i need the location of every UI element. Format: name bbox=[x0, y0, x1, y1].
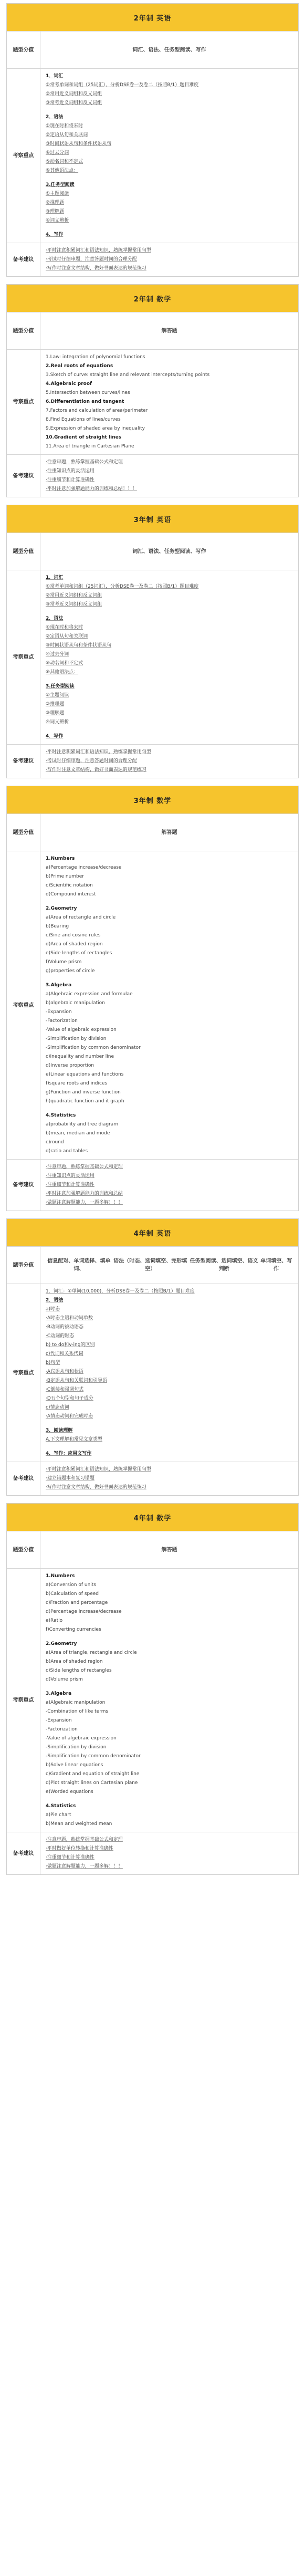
points-label: 考察重点 bbox=[7, 1284, 40, 1462]
type-label: 题型分值 bbox=[7, 1247, 40, 1284]
list-item: ④词义辨析 bbox=[46, 218, 69, 223]
points-list bbox=[40, 1569, 298, 1832]
advice-list bbox=[40, 745, 298, 778]
type-label: 题型分值 bbox=[7, 32, 40, 68]
points-list bbox=[40, 350, 298, 454]
type-value-lines bbox=[40, 1247, 298, 1284]
list-item: a)Conversion of units bbox=[46, 1582, 97, 1588]
list-item: c)round bbox=[46, 1140, 64, 1145]
list-item: e)Worded equations bbox=[46, 1789, 93, 1795]
list-item: ·平时注意加强解题能力的训练和总结！！！ bbox=[46, 486, 137, 492]
list-item: ③理解题 bbox=[46, 209, 65, 214]
type-value: 词汇、语法、任务型阅读、写作 bbox=[132, 47, 206, 53]
points-label: 考察重点 bbox=[7, 1569, 40, 1832]
list-item: ·写作时注意文章结构，做好书面表达的规范练习 bbox=[46, 266, 146, 271]
list-item: e)Linear equations and functions bbox=[46, 1072, 124, 1077]
list-item: ①主题阅读 bbox=[46, 693, 69, 698]
type-value: 解答题 bbox=[161, 328, 177, 334]
list-item: ·A情态动词和完成时态 bbox=[46, 1414, 93, 1419]
advice-label: 备考建议 bbox=[7, 1160, 40, 1211]
list-item: ①现在时和将来时 bbox=[46, 123, 83, 129]
points-row bbox=[7, 68, 298, 243]
list-item: ⑥其他语法点： bbox=[46, 168, 79, 173]
card-title: 4年制 数学 bbox=[7, 1504, 298, 1531]
points-label: 考察重点 bbox=[7, 350, 40, 454]
card-title: 2年制 英语 bbox=[7, 4, 298, 31]
list-item: ③理解题 bbox=[46, 711, 65, 716]
list-item: b) to do和v-ing的区别 bbox=[46, 1342, 95, 1348]
list-item: ·注重知识点的灵活运用 bbox=[46, 1173, 94, 1179]
list-item: c)Fraction and percentage bbox=[46, 1600, 108, 1605]
spacer bbox=[46, 1444, 293, 1449]
points-list bbox=[40, 1284, 298, 1462]
advice-row bbox=[7, 744, 298, 778]
list-item: ③时间状语从句和条件状语从句 bbox=[46, 643, 112, 648]
list-item: 3.Sketch of curve: straight line and relevant intercepts/turning points bbox=[46, 372, 210, 378]
list-item: d)ratio and tables bbox=[46, 1149, 88, 1154]
card-title: 2年制 数学 bbox=[7, 285, 298, 312]
list-item: 3.任务型阅读 bbox=[46, 182, 75, 187]
list-item: ③常考近义词组和反义词组 bbox=[46, 602, 102, 607]
list-item: 8.Find Equations of lines/curves bbox=[46, 417, 121, 422]
points-label: 考察重点 bbox=[7, 851, 40, 1159]
list-item: 6.Differentiation and tangent bbox=[46, 399, 124, 404]
spacer bbox=[46, 175, 293, 181]
points-row bbox=[7, 349, 298, 454]
spacer bbox=[46, 225, 293, 231]
list-item: ·C动词的时态 bbox=[46, 1333, 75, 1339]
list-item: c)Gradient and equation of straight line bbox=[46, 1771, 140, 1777]
list-item: 4.Statistics bbox=[46, 1113, 76, 1118]
points-list bbox=[40, 570, 298, 744]
list-item: f)Volume prism bbox=[46, 960, 82, 965]
points-row bbox=[7, 570, 298, 744]
card-2yr-math bbox=[6, 284, 299, 497]
list-item: -Value of algebraic expression bbox=[46, 1736, 117, 1741]
list-item: -Simplification by common denominator bbox=[46, 1045, 141, 1050]
spacer bbox=[46, 677, 293, 682]
list-item: ·平时做好单位转换和计算准确性 bbox=[46, 1846, 113, 1851]
list-item: -Simplification by division bbox=[46, 1036, 107, 1041]
list-item: ·做题注意解题能力，一题多解！！！ bbox=[46, 1200, 123, 1205]
card-3yr-math bbox=[6, 786, 299, 1211]
list-item: ①常考单词和词组（25词汇），分析DSE卷一及卷二（按照B/1）题目难度 bbox=[46, 584, 199, 589]
list-item: ①常考单词和词组（25词汇），分析DSE卷一及卷二（按照B/1）题目难度 bbox=[46, 82, 199, 88]
list-item: e)Ratio bbox=[46, 1618, 63, 1623]
points-list bbox=[40, 851, 298, 1159]
spacer bbox=[46, 1684, 293, 1689]
list-item: ⑥其他语法点： bbox=[46, 670, 79, 675]
advice-list bbox=[40, 1160, 298, 1211]
list-item: 7.Factors and calculation of area/perimeter bbox=[46, 408, 148, 413]
list-item: 3.任务型阅读 bbox=[46, 684, 75, 689]
list-item: 2．语法 bbox=[46, 114, 64, 120]
card-4yr-math bbox=[6, 1503, 299, 1875]
advice-list bbox=[40, 455, 298, 497]
type-row bbox=[7, 31, 298, 68]
list-item: -Value of algebraic expression bbox=[46, 1027, 117, 1033]
spacer bbox=[46, 609, 293, 614]
list-item: -Factorization bbox=[46, 1727, 78, 1732]
card-title: 3年制 英语 bbox=[7, 505, 298, 533]
list-item: b)Area of shaded region bbox=[46, 1659, 103, 1664]
list-item: 1．词汇：①单词(10,000)，分析DSE卷一及卷二（按照B/1）题目难度 bbox=[46, 1289, 195, 1294]
list-item: b)Calculation of speed bbox=[46, 1591, 99, 1597]
type-row bbox=[7, 1531, 298, 1568]
list-item: ·注重细节和计算准确性 bbox=[46, 477, 94, 483]
list-item: c)Side lengths of rectangles bbox=[46, 1668, 112, 1673]
points-label: 考察重点 bbox=[7, 570, 40, 744]
list-item: b)mean, median and mode bbox=[46, 1131, 110, 1136]
list-item: ②常用近义词组和反义词组 bbox=[46, 593, 102, 598]
list-item: ①现在时和将来时 bbox=[46, 625, 83, 630]
list-item: ②定语从句和关联词 bbox=[46, 132, 88, 138]
list-item: 2．语法 bbox=[46, 616, 64, 621]
list-item: ·A时态主语和动词单数 bbox=[46, 1316, 93, 1321]
advice-row bbox=[7, 1159, 298, 1211]
list-item: ·平时注意积累词汇和语法知识，熟练掌握常用句型 bbox=[46, 749, 151, 755]
list-item: ·注重细节和计算准确性 bbox=[46, 1855, 94, 1860]
list-item: d)Volume prism bbox=[46, 1677, 83, 1682]
advice-row bbox=[7, 454, 298, 497]
list-item: d)Inverse proportion bbox=[46, 1063, 94, 1068]
list-item: d)Compound interest bbox=[46, 892, 96, 897]
advice-row bbox=[7, 1832, 298, 1874]
list-item: ·考试时仔细审题，注意答题时间的合理分配 bbox=[46, 758, 137, 764]
spacer bbox=[46, 727, 293, 732]
list-item: 10.Gradient of straight lines bbox=[46, 435, 122, 440]
list-item: ②定语从句和关联词 bbox=[46, 634, 88, 639]
list-item: b)algebraic manipulation bbox=[46, 1000, 105, 1006]
advice-list bbox=[40, 243, 298, 276]
list-item: ·A宾语从句和状语 bbox=[46, 1369, 84, 1374]
list-item: 1.Numbers bbox=[46, 856, 75, 861]
advice-label: 备考建议 bbox=[7, 745, 40, 778]
points-row bbox=[7, 1568, 298, 1832]
list-item: 语法（时态、选词填空、完形填空） bbox=[113, 1258, 187, 1272]
points-row bbox=[7, 1284, 298, 1462]
list-item: g)Function and inverse function bbox=[46, 1090, 121, 1095]
list-item: 2.Real roots of equations bbox=[46, 363, 113, 369]
list-item: ②推理题 bbox=[46, 200, 65, 205]
spacer bbox=[46, 976, 293, 981]
list-item: ③常考近义词组和反义词组 bbox=[46, 100, 102, 106]
list-item: a)Percentage increase/decrease bbox=[46, 865, 122, 870]
advice-list bbox=[40, 1462, 298, 1495]
spacer bbox=[46, 1797, 293, 1802]
list-item: c)情态动词 bbox=[46, 1405, 69, 1410]
list-item: -Combination of like terms bbox=[46, 1709, 109, 1714]
list-item: ·写作时注意文章结构，做好书面表达的规范练习 bbox=[46, 767, 146, 773]
list-item: ·平时注意积累词汇和语法知识，熟练掌握常用句型 bbox=[46, 248, 151, 253]
list-item: 信息配对、单词选择、填单词、 bbox=[47, 1258, 111, 1272]
list-item: -Simplification by common denominator bbox=[46, 1754, 141, 1759]
list-item: 2.Geometry bbox=[46, 1641, 77, 1646]
list-item: ·平时注意积累词汇和语法知识，熟练掌握常用句型 bbox=[46, 1467, 151, 1472]
list-item: ⑤动名词和不定式 bbox=[46, 159, 83, 164]
advice-label: 备考建议 bbox=[7, 243, 40, 276]
list-item: 任务型阅读、选词填空、语义判断 bbox=[190, 1258, 258, 1272]
points-row bbox=[7, 851, 298, 1159]
list-item: a)时态 bbox=[46, 1307, 60, 1312]
list-item: 3.Algebra bbox=[46, 983, 72, 988]
type-row bbox=[7, 312, 298, 349]
list-item: -Simplification by division bbox=[46, 1745, 107, 1750]
list-item: c)Inequality and number line bbox=[46, 1054, 114, 1059]
type-label: 题型分值 bbox=[7, 1531, 40, 1568]
spacer bbox=[46, 1106, 293, 1111]
list-item: b)Prime number bbox=[46, 874, 84, 879]
list-item: 5.Intersection between curves/lines bbox=[46, 390, 130, 395]
list-item: ·B动词的被动语态 bbox=[46, 1324, 84, 1330]
list-item: -Factorization bbox=[46, 1018, 78, 1024]
points-label: 考察重点 bbox=[7, 69, 40, 243]
list-item: e)Side lengths of rectangles bbox=[46, 951, 112, 956]
list-item: 1.Law: integration of polynomial functions bbox=[46, 354, 145, 360]
list-item: 11.Area of triangle in Cartesian Plane bbox=[46, 444, 134, 449]
list-item: -Expansion bbox=[46, 1718, 72, 1723]
list-item: ①主题阅读 bbox=[46, 191, 69, 196]
list-item: 3．阅读理解 bbox=[46, 1428, 73, 1433]
type-row bbox=[7, 1246, 298, 1284]
list-item: 4．写作 bbox=[46, 232, 64, 237]
advice-label: 备考建议 bbox=[7, 1462, 40, 1495]
list-item: ·注意审题，熟练掌握基础公式和定理 bbox=[46, 460, 123, 465]
list-item: ④词义辨析 bbox=[46, 719, 69, 725]
spacer bbox=[46, 108, 293, 113]
list-item: a)probability and tree diagram bbox=[46, 1122, 119, 1127]
list-item: ·注重知识点的灵活运用 bbox=[46, 468, 94, 474]
list-item: ·写作时注意文章结构，做好书面表达的规范练习 bbox=[46, 1485, 146, 1490]
list-item: ·考试时仔细审题，注意答题时间的合理分配 bbox=[46, 257, 137, 262]
list-item: ④过去分词 bbox=[46, 652, 69, 657]
list-item: a)Pie chart bbox=[46, 1812, 71, 1818]
advice-row bbox=[7, 1462, 298, 1495]
list-item: ⑤动名词和不定式 bbox=[46, 661, 83, 666]
list-item: d)Plot straight lines on Cartesian plane bbox=[46, 1780, 138, 1786]
list-item: b)Bearing bbox=[46, 924, 69, 929]
list-item: 1．词汇 bbox=[46, 74, 64, 79]
list-item: d)Percentage increase/decrease bbox=[46, 1609, 122, 1614]
spacer bbox=[46, 1421, 293, 1426]
type-value: 词汇、语法、任务型阅读、写作 bbox=[132, 548, 206, 555]
list-item: c)Scientific notation bbox=[46, 883, 93, 888]
list-item: 4．写作 bbox=[46, 734, 64, 739]
list-item: d)Area of shaded region bbox=[46, 942, 103, 947]
list-item: h)quadratic function and it graph bbox=[46, 1099, 124, 1104]
advice-label: 备考建议 bbox=[7, 1832, 40, 1874]
list-item: a)Area of rectangle and circle bbox=[46, 915, 116, 920]
points-list bbox=[40, 69, 298, 243]
card-4yr-english bbox=[6, 1218, 299, 1496]
spacer bbox=[46, 1634, 293, 1640]
list-item: a)Algebraic manipulation bbox=[46, 1700, 106, 1705]
list-item: 2．语法 bbox=[46, 1298, 64, 1303]
list-item: a)Area of triangle, rectangle and circle bbox=[46, 1650, 137, 1655]
list-item: 1.Numbers bbox=[46, 1573, 75, 1579]
list-item: ·注重细节和计算准确性 bbox=[46, 1182, 94, 1187]
type-label: 题型分值 bbox=[7, 312, 40, 349]
list-item: 2.Geometry bbox=[46, 906, 77, 911]
list-item: f)Converting currencies bbox=[46, 1627, 101, 1632]
list-item: 4.Statistics bbox=[46, 1803, 76, 1809]
type-value: 解答题 bbox=[161, 829, 177, 836]
type-row bbox=[7, 533, 298, 570]
list-item: g)properties of circle bbox=[46, 968, 95, 974]
advice-list bbox=[40, 1832, 298, 1874]
list-item: -Expansion bbox=[46, 1009, 72, 1015]
advice-row bbox=[7, 243, 298, 276]
list-item: c)代词和关系代词 bbox=[46, 1351, 83, 1357]
list-item: b)句型 bbox=[46, 1360, 60, 1365]
card-2yr-english bbox=[6, 3, 299, 277]
type-label: 题型分值 bbox=[7, 814, 40, 851]
list-item: 单词填空、写作 bbox=[260, 1258, 292, 1272]
list-item: ④过去分词 bbox=[46, 150, 69, 155]
list-item: ·注意审题，熟练掌握基础公式和定理 bbox=[46, 1837, 123, 1842]
list-item: ·B定语从句和关联词和引导语 bbox=[46, 1378, 108, 1383]
card-title: 4年制 英语 bbox=[7, 1219, 298, 1246]
list-item: 1．词汇 bbox=[46, 575, 64, 580]
list-item: ②推理题 bbox=[46, 702, 65, 707]
list-item: ·D五个句型和句子成分 bbox=[46, 1396, 93, 1401]
spacer bbox=[46, 899, 293, 904]
advice-label: 备考建议 bbox=[7, 455, 40, 497]
list-item: c)Sine and cosine rules bbox=[46, 933, 101, 938]
list-item: f)square roots and indices bbox=[46, 1081, 108, 1086]
list-item: ·建立错题本和复习错题 bbox=[46, 1476, 94, 1481]
list-item: 4.Algebraic proof bbox=[46, 381, 92, 387]
list-item: ·C倒装和强调句式 bbox=[46, 1387, 84, 1392]
list-item: 9.Expression of shaded area by inequality bbox=[46, 426, 145, 431]
list-item: ·注意审题，熟练掌握基础公式和定理 bbox=[46, 1164, 123, 1170]
type-row bbox=[7, 814, 298, 851]
list-item: b)Solve linear equations bbox=[46, 1762, 103, 1768]
list-item: a)Algebraic expression and formulae bbox=[46, 992, 133, 997]
list-item: b)Mean and weighted mean bbox=[46, 1821, 112, 1827]
card-title: 3年制 数学 bbox=[7, 786, 298, 814]
list-item: 4．写作：应用文写作 bbox=[46, 1451, 92, 1456]
card-3yr-english bbox=[6, 505, 299, 778]
list-item: ③时间状语从句和条件状语从句 bbox=[46, 141, 112, 147]
list-item: ②常用近义词组和反义词组 bbox=[46, 91, 102, 97]
type-value: 解答题 bbox=[161, 1547, 177, 1553]
list-item: 3.Algebra bbox=[46, 1691, 72, 1696]
list-item: ·平时注意加强解题能力的训练和总结 bbox=[46, 1191, 123, 1196]
type-label: 题型分值 bbox=[7, 533, 40, 570]
list-item: A.下文理解和常见文章类型 bbox=[46, 1437, 102, 1442]
list-item: ·做题注意解题能力，一题多解！！！ bbox=[46, 1864, 123, 1869]
